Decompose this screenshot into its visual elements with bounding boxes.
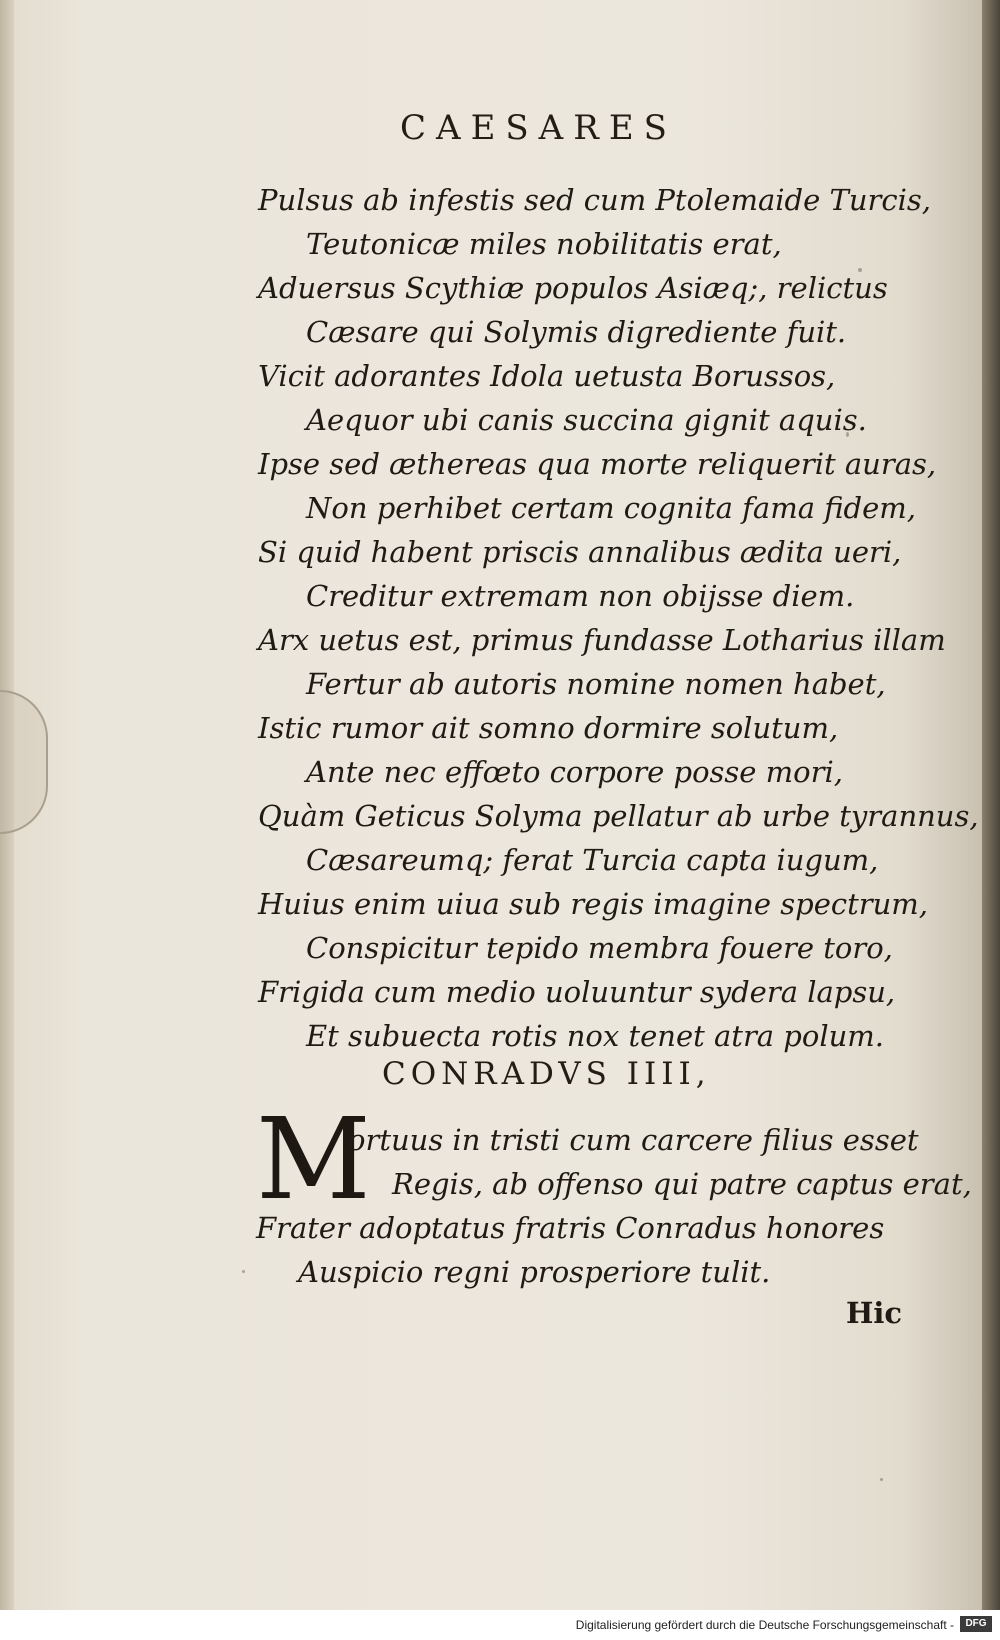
- verse-line: Regis, ab offenso qui patre captus erat,: [392, 1167, 972, 1201]
- verse-line: Istic rumor ait somno dormire solutum,: [258, 711, 839, 745]
- verse-line: Arx uetus est, primus fundasse Lotharius illam: [258, 623, 946, 657]
- verse-line: Frater adoptatus fratris Conradus honores: [256, 1211, 885, 1245]
- verse-line: Frigida cum medio uoluuntur sydera lapsu,: [258, 975, 896, 1009]
- paper-speck: [242, 1270, 245, 1273]
- running-head: CAESARES: [400, 108, 677, 148]
- verse-line: Quàm Geticus Solyma pellatur ab urbe tyrannus,: [258, 799, 979, 833]
- verse-line: Non perhibet certam cognita fama fidem,: [306, 491, 916, 525]
- paper-speck: [880, 1478, 883, 1481]
- poem-second-section: [256, 1118, 972, 1294]
- verse-line: Ante nec effœto corpore posse mori,: [306, 755, 843, 789]
- drop-cap-initial: M: [256, 1095, 371, 1225]
- verse-line: Cæsareumq; ferat Turcia capta iugum,: [306, 843, 879, 877]
- dfg-logo: DFG: [960, 1616, 992, 1632]
- verse-line: Et subuecta rotis nox tenet atra polum.: [306, 1019, 885, 1053]
- poem-first-section: [258, 178, 979, 1058]
- verse-line: Auspicio regni prosperiore tulit.: [298, 1255, 771, 1289]
- verse-line: Ipse sed æthereas qua morte reliquerit auras,: [258, 447, 937, 481]
- verse-line: Huius enim uiua sub regis imagine spectrum,: [258, 887, 929, 921]
- verse-line: Creditur extremam non obijsse diem.: [306, 579, 855, 613]
- verse-line: Si quid habent priscis annalibus ædita ueri,: [258, 535, 902, 569]
- verse-line: ortuus in tristi cum carcere filius esset: [348, 1123, 919, 1157]
- catchword: Hic: [846, 1296, 903, 1330]
- digitization-footer: [0, 1610, 1000, 1640]
- verse-line: Aduersus Scythiæ populos Asiæq;, relictus: [258, 271, 888, 305]
- verse-line: Teutonicæ miles nobilitatis erat,: [306, 227, 782, 261]
- verse-line: Fertur ab autoris nomine nomen habet,: [306, 667, 886, 701]
- binding-edge: [982, 0, 1000, 1640]
- verse-line: Aequor ubi canis succina gignit aquis.: [306, 403, 867, 437]
- verse-line: Vicit adorantes Idola uetusta Borussos,: [258, 359, 836, 393]
- verse-line: Cæsare qui Solymis digrediente fuit.: [306, 315, 847, 349]
- section-heading: CONRADVS IIII,: [382, 1056, 711, 1092]
- digitization-credit: Digitalisierung gefördert durch die Deutsche Forschungsgemeinschaft -: [575, 1618, 954, 1632]
- verse-line: Pulsus ab infestis sed cum Ptolemaide Turcis,: [258, 183, 931, 217]
- verse-line: Conspicitur tepido membra fouere toro,: [306, 931, 893, 965]
